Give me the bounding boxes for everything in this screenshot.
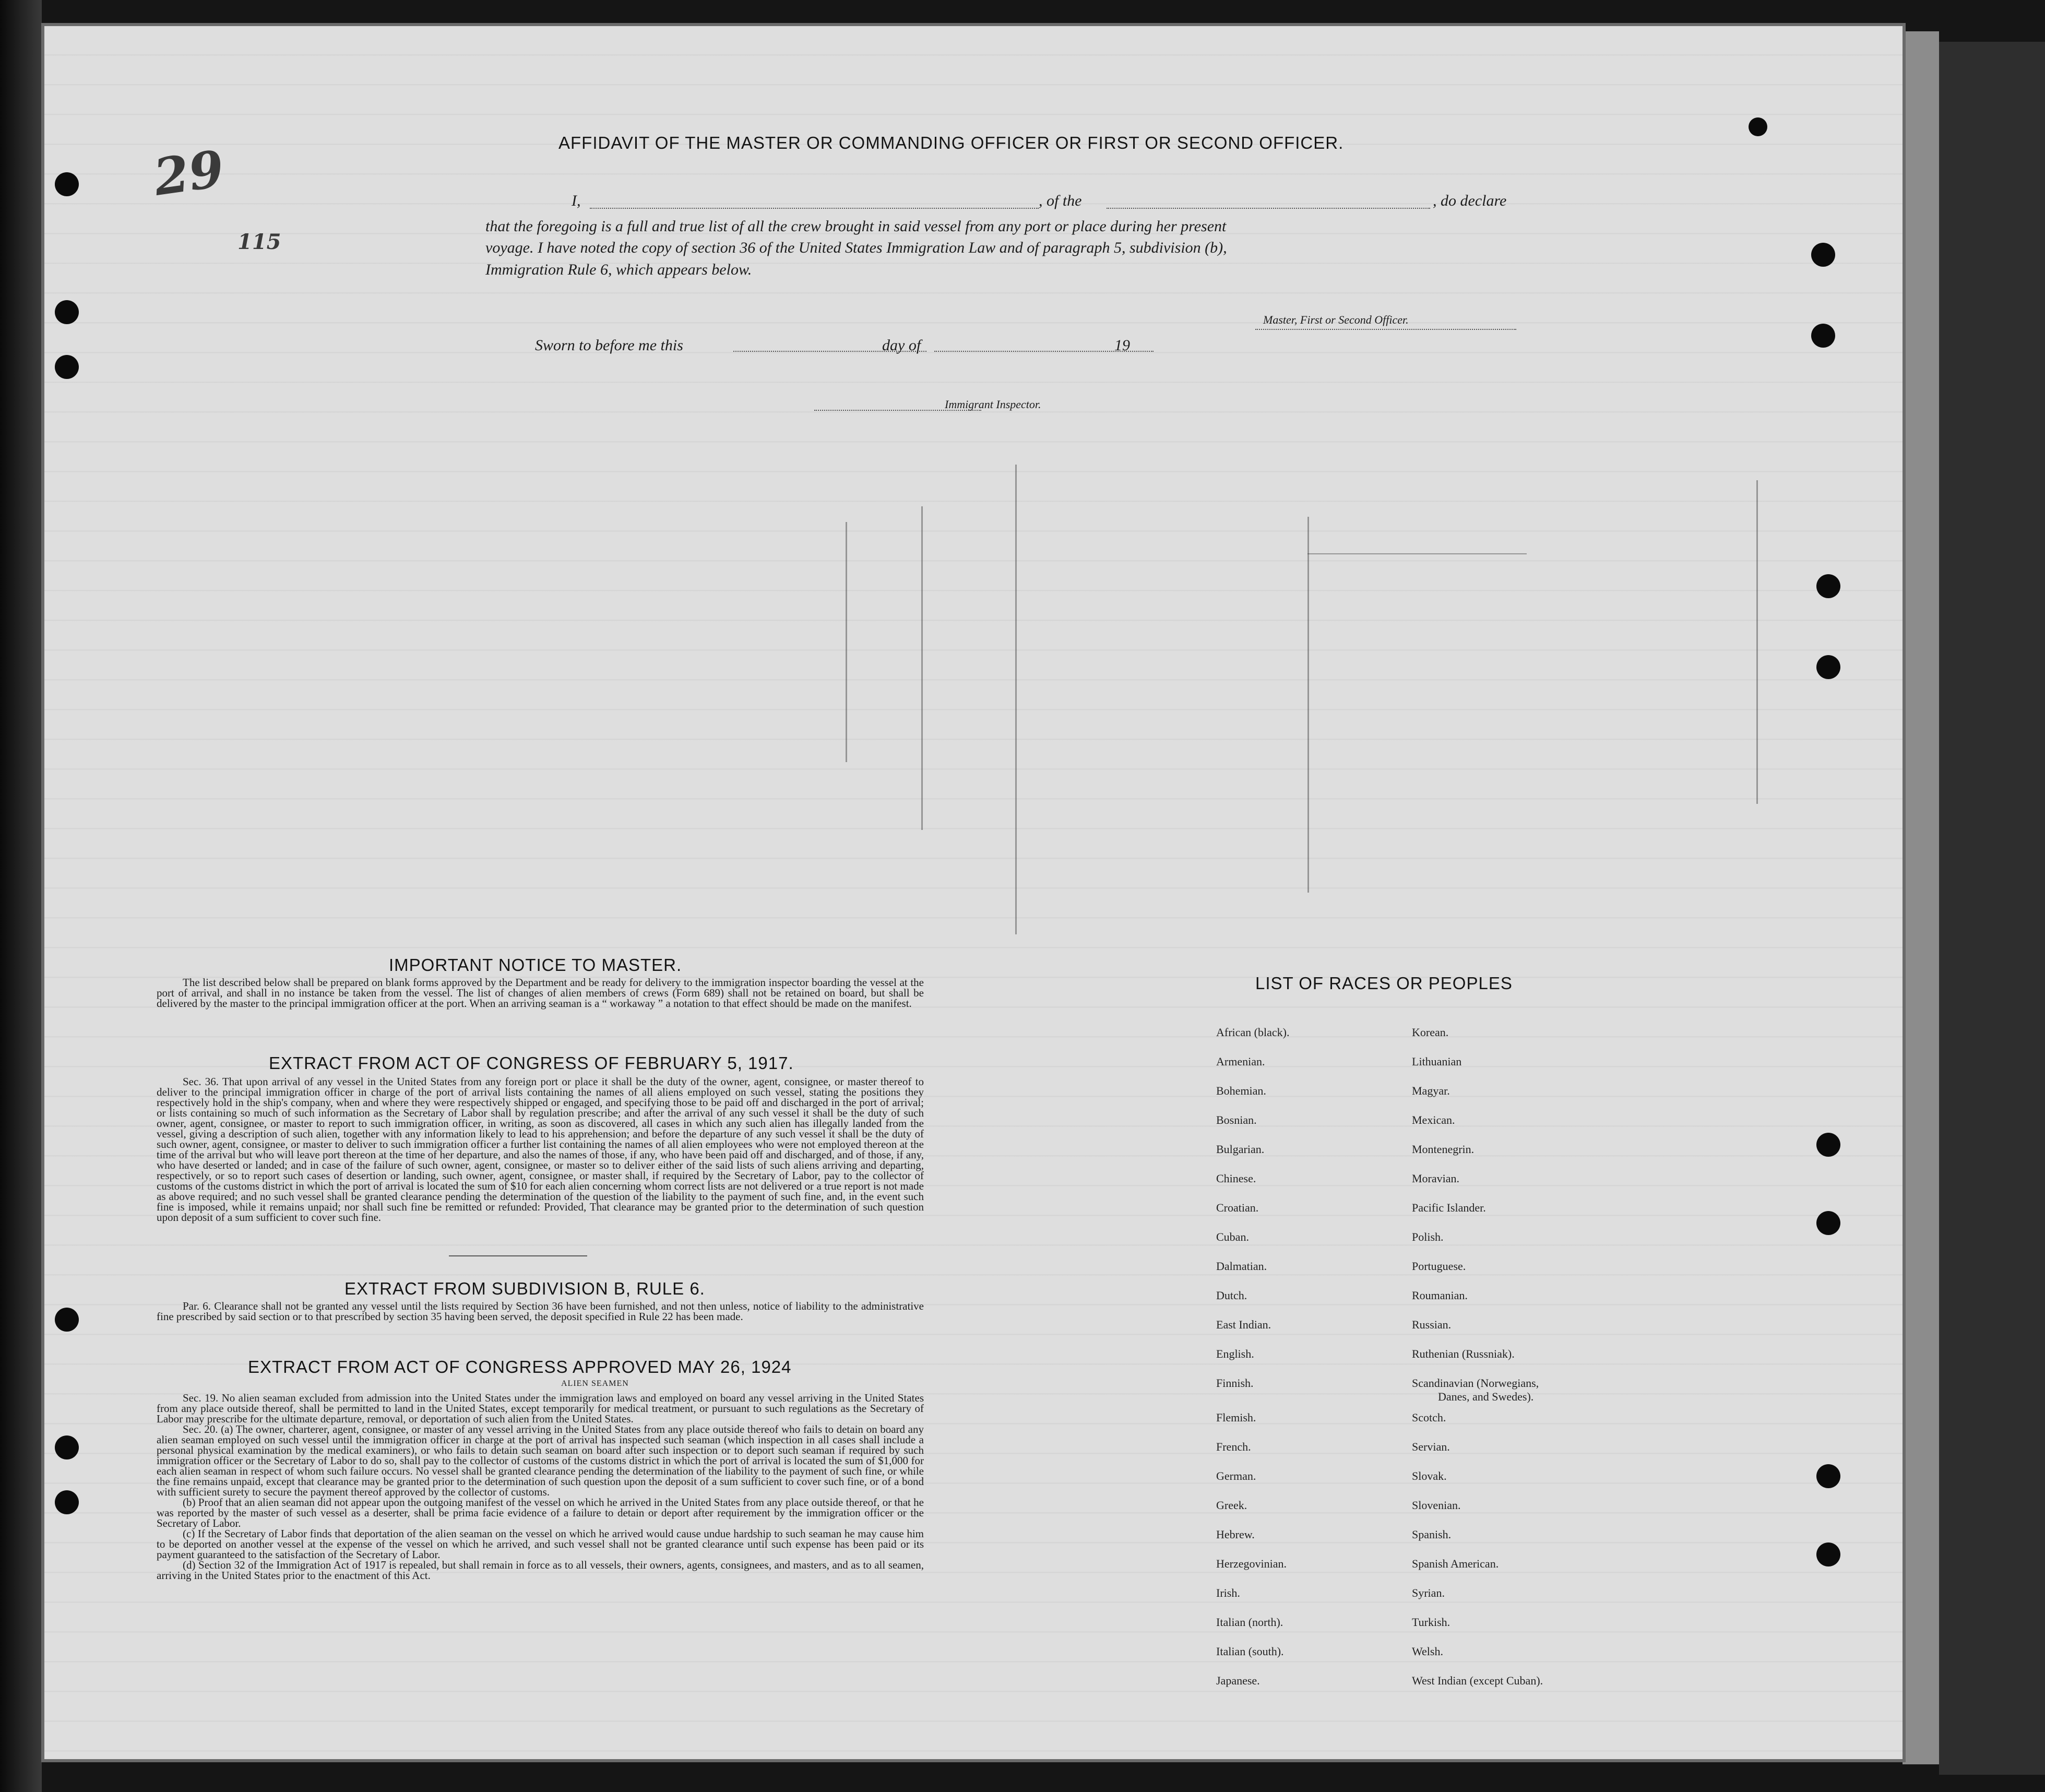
race-item: English. <box>1216 1347 1254 1360</box>
race-item: Greek. <box>1216 1499 1247 1512</box>
affidavit-line4: Immigration Rule 6, which appears below. <box>485 261 752 278</box>
section-divider <box>449 1255 587 1256</box>
race-item: Irish. <box>1216 1586 1240 1599</box>
column-line <box>846 522 847 762</box>
race-item: Russian. <box>1412 1318 1452 1331</box>
master-name-field[interactable] <box>590 208 1039 209</box>
punch-hole <box>1749 117 1767 136</box>
rule6-heading: EXTRACT FROM SUBDIVISION B, RULE 6. <box>344 1279 705 1298</box>
page-edge-shadow <box>1903 31 1939 1764</box>
race-item: Servian. <box>1412 1440 1450 1453</box>
extract-1917-text: Sec. 36. That upon arrival of any vessel in the United States from any foreign port or place it shall be the duty of the owner, agent, consignee, or master thereof to deliver to the principal immigration officer in charge of the port of arrival lists containing the names of all aliens employed on such vessel, stating the positions they respectively hold in the ship's company, when and where they were respectively shipped or engaged, and specifying those to be paid off and discharged in the port of arrival; or lists containing so much of such information as the Secretary of Labor shall by regulation prescribe; and after the arrival of any such vessel it shall be the duty of such owner, agent, consignee, or master to report to such immigration officer, in writing, as soon as discovered, all cases in which any such alien has illegally landed from the vessel, giving a description of such alien, together with any information likely to lead to his apprehension; and before the departure of any such vessel it shall be the duty of such owner, agent, consignee, or master to deliver to such immigration officer a further list containing the names of all alien employees who were not employed thereon at the time of the arrival but who will leave port thereon at the time of her departure, and also the names of those, if any, who have been paid off and discharged, and of those, if any, who have deserted or landed; and in case of the failure of such owner, agent, consignee, or master so to deliver either of the said lists of such aliens arriving and departing, respectively, or so to report such cases of desertion or landing, such owner, agent, consignee, or master shall, if required by the Secretary of Labor, pay to the collector of customs of the customs district in which the port of arrival is located the sum of $10 for each alien concerning whom correct lists are not delivered or a true report is not made as above required; and no such vessel shall be granted clearance pending the determination of the question of the liability to the payment of such fine, and, in the event such fine is imposed, while it remains unpaid; nor shall such fine be remitted or refunded: Provided, That clearance may be granted prior to the determination of such question upon deposit of a sum sufficient to cover such fine. <box>157 1075 924 1224</box>
punch-hole <box>1816 1464 1840 1488</box>
race-item: Croatian. <box>1216 1201 1259 1214</box>
column-line <box>1015 465 1017 934</box>
affidavit-line2: that the foregoing is a full and true list of all the crew brought in said vessel from any port or place during her present <box>485 218 1227 235</box>
affidavit-line1-start: I, <box>572 192 581 209</box>
race-item: African (black). <box>1216 1026 1290 1039</box>
race-item: Korean. <box>1412 1026 1449 1039</box>
margin-number-115: 115 <box>237 230 281 254</box>
race-item: Ruthenian (Russniak). <box>1412 1347 1515 1360</box>
inspector-label: Immigrant Inspector. <box>945 398 1041 411</box>
race-item: Scotch. <box>1412 1411 1446 1424</box>
margin-number-29: 29 <box>150 139 228 207</box>
column-line <box>1307 517 1309 893</box>
race-item: Polish. <box>1412 1230 1444 1243</box>
race-item: Chinese. <box>1216 1172 1256 1185</box>
affidavit-heading: AFFIDAVIT OF THE MASTER OR COMMANDING OFFICER OR FIRST OR SECOND OFFICER. <box>558 133 1344 152</box>
sec19-text: Sec. 19. No alien seaman excluded from admission into the United States under the immigration laws and employed on board any vessel arriving in the United States from any place outside thereof, shall be permitted to land in the United States, except temporarily for medical treatment, or pursuant to such regulations as the Secretary of Labor may prescribe for the ultimate departure, removal, or deportation of such alien from the United States. <box>157 1392 924 1425</box>
signature-field[interactable] <box>1255 329 1516 330</box>
punch-hole <box>55 1435 79 1459</box>
race-item: Lithuanian <box>1412 1055 1462 1068</box>
race-item: Welsh. <box>1412 1645 1443 1658</box>
extract-1924-text <box>157 1393 924 1581</box>
extract-1924-heading: EXTRACT FROM ACT OF CONGRESS APPROVED MAY 26, 1924 <box>248 1357 792 1376</box>
affidavit-line3: voyage. I have noted the copy of section 36 of the United States Immigration Law and of paragraph 5, subdivision (b), <box>485 239 1227 256</box>
race-item: Magyar. <box>1412 1084 1450 1097</box>
form-page <box>44 26 1903 1759</box>
sec20d-text: (d) Section 32 of the Immigration Act of 1917 is repealed, but shall remain in force as to all vessels, their owners, agents, consignees, and masters, and as to all seamen, arriving in the United States prior to the enactment of this Act. <box>157 1559 924 1582</box>
punch-hole <box>1816 1211 1840 1235</box>
affidavit-line1-end: , do declare <box>1433 192 1507 209</box>
race-item: Herzegovinian. <box>1216 1557 1287 1570</box>
race-item: Finnish. <box>1216 1376 1254 1390</box>
race-item: Italian (north). <box>1216 1616 1283 1629</box>
sworn-text-mid: day of <box>882 337 921 354</box>
race-item: Bulgarian. <box>1216 1143 1265 1156</box>
punch-hole <box>1816 1542 1840 1566</box>
race-item: Roumanian. <box>1412 1289 1468 1302</box>
punch-hole <box>1811 324 1835 348</box>
race-item: Bosnian. <box>1216 1113 1257 1126</box>
punch-hole <box>55 355 79 379</box>
race-item: Slovak. <box>1412 1469 1447 1482</box>
race-item: Portuguese. <box>1412 1260 1466 1273</box>
punch-hole <box>55 1308 79 1332</box>
race-item: Syrian. <box>1412 1586 1445 1599</box>
punch-hole <box>1811 243 1835 267</box>
punch-hole <box>55 172 79 196</box>
extract-1917-heading: EXTRACT FROM ACT OF CONGRESS OF FEBRUARY 5, 1917. <box>269 1053 794 1073</box>
race-item: Scandinavian (Norwegians, <box>1412 1376 1539 1390</box>
sec20c-text: (c) If the Secretary of Labor finds that deportation of the alien seaman on the vessel on which he arrived would cause undue hardship to such seaman he may cause him to be deported on another vessel at the expense of the vessel on which he arrived, and such vessel shall not be granted clearance until such expense has been paid or its payment guaranteed to the satisfaction of the Secretary of Labor. <box>157 1527 924 1561</box>
race-item: Dutch. <box>1216 1289 1247 1302</box>
scan-left-edge <box>0 0 42 1792</box>
race-item: Bohemian. <box>1216 1084 1266 1097</box>
race-item: Turkish. <box>1412 1616 1450 1629</box>
race-item: French. <box>1216 1440 1251 1453</box>
column-line <box>1756 480 1758 804</box>
races-heading: LIST OF RACES OR PEOPLES <box>1255 974 1513 993</box>
underlying-sheet <box>1939 42 2045 1775</box>
punch-hole <box>1816 1133 1840 1157</box>
race-item: Spanish. <box>1412 1528 1452 1541</box>
punch-hole <box>55 1490 79 1514</box>
race-item: Japanese. <box>1216 1674 1260 1687</box>
affidavit-line1-mid: , of the <box>1039 192 1082 209</box>
race-item: Mexican. <box>1412 1113 1455 1126</box>
race-item: Hebrew. <box>1216 1528 1255 1541</box>
race-item: Pacific Islander. <box>1412 1201 1486 1214</box>
race-item: Spanish American. <box>1412 1557 1499 1570</box>
race-item: Armenian. <box>1216 1055 1265 1068</box>
column-line <box>921 506 923 830</box>
race-item: West Indian (except Cuban). <box>1412 1674 1543 1687</box>
sec20b-text: (b) Proof that an alien seaman did not appear upon the outgoing manifest of the vessel on which he arrived in the United States from any place outside thereof, or that he was reported by the master of such vessel as a deserter, shall be prima facie evidence of a failure to detain or deport after requirement by the immigration officer or the Secretary of Labor. <box>157 1496 924 1529</box>
race-item: East Indian. <box>1216 1318 1271 1331</box>
alien-seamen-subheading: ALIEN SEAMEN <box>561 1379 629 1388</box>
race-item: Cuban. <box>1216 1230 1249 1243</box>
race-item: Dalmatian. <box>1216 1260 1267 1273</box>
notice-text: The list described below shall be prepared on blank forms approved by the Department and be ready for delivery to the immigration inspector boarding the vessel at the port of arrival, and shall in no instance be taken from the vessel. The list of changes of alien members of crews (Form 689) shall not be retained on board, but shall be delivered by the master to the principal immigration officer at the port. When an arriving seaman is a “ workaway ” a notation to that effect should be made on the manifest. <box>157 976 924 1010</box>
race-item: German. <box>1216 1469 1256 1482</box>
sworn-year: 19 <box>1114 337 1130 354</box>
race-item: Flemish. <box>1216 1411 1256 1424</box>
punch-hole <box>1816 574 1840 598</box>
punch-hole <box>55 300 79 324</box>
punch-hole <box>1816 655 1840 679</box>
notice-heading: IMPORTANT NOTICE TO MASTER. <box>389 955 682 975</box>
sworn-text-start: Sworn to before me this <box>535 337 683 354</box>
race-item: Slovenian. <box>1412 1499 1461 1512</box>
signature-label: Master, First or Second Officer. <box>1263 313 1409 326</box>
race-item: Montenegrin. <box>1412 1143 1475 1156</box>
race-item: Italian (south). <box>1216 1645 1284 1658</box>
race-item: Danes, and Swedes). <box>1438 1390 1534 1403</box>
sec20a-text: Sec. 20. (a) The owner, charterer, agent, consignee, or master of any vessel arriving in the United States from any place outside thereof who fails to detain on board any alien seaman employed on such vessel until the immigration officer in charge at the port of arrival has inspected such seaman (which inspection in all cases shall include a personal physical examination by the medical examiners), or who fails to detain such seaman on board after such inspection or to deport such seaman if required by such immigration officer or the Secretary of Labor to do so, shall pay to the collector of customs of the customs district in which the port of arrival is located the sum of $1,000 for each alien seaman in respect of whom such failure occurs. No vessel shall be granted clearance pending the determination of the liability to the payment of such fine, or while the fine remains unpaid, except that clearance may be granted prior to the determination of such question upon the deposit of a sum sufficient to cover such fine, or of a bond with sufficient surety to secure the payment thereof approved by the collector of customs. <box>157 1423 924 1498</box>
column-rule <box>1307 553 1527 554</box>
race-item: Moravian. <box>1412 1172 1460 1185</box>
vessel-name-field[interactable] <box>1107 208 1430 209</box>
rule6-text: Par. 6. Clearance shall not be granted any vessel until the lists required by Section 36 have been furnished, and not then unless, notice of liability to the administrative fine prescribed by said section or to that prescribed by section 35 having been served, the deposit specified in Rule 22 has been made. <box>157 1300 924 1323</box>
